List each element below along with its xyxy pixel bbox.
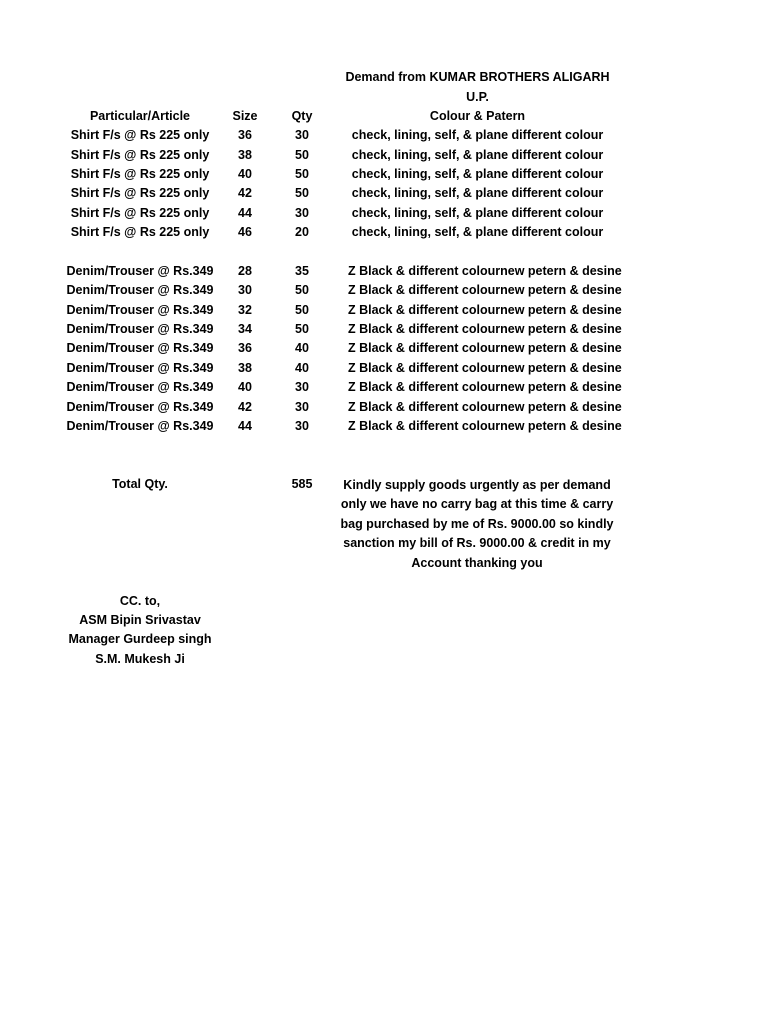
cell-qty: 30 xyxy=(295,419,309,433)
cell-colour: check, lining, self, & plane different colour xyxy=(351,186,604,200)
cell-qty: 50 xyxy=(295,303,309,317)
cell-qty: 35 xyxy=(295,264,309,278)
table-row xyxy=(0,400,768,419)
cell-colour: check, lining, self, & plane different colour xyxy=(351,148,604,162)
table-row xyxy=(0,167,768,186)
cc-recipient: S.M. Mukesh Ji xyxy=(95,652,185,666)
cell-colour: Z Black & different colournew petern & desine xyxy=(348,303,622,317)
column-header-colour: Colour & Patern xyxy=(429,109,526,123)
cell-size: 42 xyxy=(238,186,252,200)
cc-recipient: ASM Bipin Srivastav xyxy=(79,613,201,627)
cell-colour: Z Black & different colournew petern & desine xyxy=(348,341,622,355)
table-row xyxy=(0,128,768,147)
cell-qty: 50 xyxy=(295,167,309,181)
table-row xyxy=(0,361,768,380)
cell-qty: 30 xyxy=(295,380,309,394)
cell-size: 40 xyxy=(238,167,252,181)
table-row xyxy=(0,380,768,399)
table-row xyxy=(0,322,768,341)
cell-article: Denim/Trouser @ Rs.349 xyxy=(66,322,214,336)
cell-article: Shirt F/s @ Rs 225 only xyxy=(70,128,210,142)
cell-colour: Z Black & different colournew petern & desine xyxy=(348,361,622,375)
cell-size: 46 xyxy=(238,225,252,239)
table-row xyxy=(0,303,768,322)
column-header-qty: Qty xyxy=(291,109,313,123)
cell-qty: 40 xyxy=(295,341,309,355)
cell-article: Denim/Trouser @ Rs.349 xyxy=(66,419,214,433)
cell-size: 30 xyxy=(238,283,252,297)
cell-size: 42 xyxy=(238,400,252,414)
cell-size: 44 xyxy=(238,419,252,433)
cell-article: Denim/Trouser @ Rs.349 xyxy=(66,361,214,375)
total-qty-value: 585 xyxy=(291,477,313,491)
cell-article: Denim/Trouser @ Rs.349 xyxy=(66,341,214,355)
supply-request-note: Kindly supply goods urgently as per demand only we have no carry bag at this time & carry bag purchased by me of Rs. 9000.00 so kindly sanction my bill of Rs. 9000.00 & credit in my Account thanking you xyxy=(340,478,614,570)
table-row xyxy=(0,225,768,244)
cell-colour: Z Black & different colournew petern & desine xyxy=(348,322,622,336)
cell-size: 28 xyxy=(238,264,252,278)
cell-qty: 40 xyxy=(295,361,309,375)
cell-qty: 20 xyxy=(295,225,309,239)
cell-size: 38 xyxy=(238,361,252,375)
cell-size: 36 xyxy=(238,341,252,355)
total-qty-label: Total Qty. xyxy=(112,477,168,491)
cell-colour: check, lining, self, & plane different colour xyxy=(351,225,604,239)
cell-size: 34 xyxy=(238,322,252,336)
cell-article: Shirt F/s @ Rs 225 only xyxy=(70,148,210,162)
document-title: Demand from KUMAR BROTHERS ALIGARH xyxy=(345,70,610,84)
cell-article: Denim/Trouser @ Rs.349 xyxy=(66,400,214,414)
cell-qty: 30 xyxy=(295,206,309,220)
cell-article: Denim/Trouser @ Rs.349 xyxy=(66,283,214,297)
cell-qty: 50 xyxy=(295,186,309,200)
cell-colour: Z Black & different colournew petern & desine xyxy=(348,380,622,394)
table-row xyxy=(0,283,768,302)
cell-article: Shirt F/s @ Rs 225 only xyxy=(70,225,210,239)
column-header-size: Size xyxy=(232,109,258,123)
cell-size: 40 xyxy=(238,380,252,394)
cell-qty: 30 xyxy=(295,400,309,414)
cell-article: Shirt F/s @ Rs 225 only xyxy=(70,206,210,220)
table-row xyxy=(0,186,768,205)
cell-size: 44 xyxy=(238,206,252,220)
cell-colour: Z Black & different colournew petern & desine xyxy=(348,419,622,433)
cell-article: Shirt F/s @ Rs 225 only xyxy=(70,167,210,181)
cell-article: Shirt F/s @ Rs 225 only xyxy=(70,186,210,200)
cell-colour: Z Black & different colournew petern & desine xyxy=(348,400,622,414)
cell-colour: check, lining, self, & plane different colour xyxy=(351,128,604,142)
cc-recipient: Manager Gurdeep singh xyxy=(68,632,212,646)
document-subtitle: U.P. xyxy=(466,90,489,104)
cell-colour: check, lining, self, & plane different colour xyxy=(351,167,604,181)
cell-article: Denim/Trouser @ Rs.349 xyxy=(66,380,214,394)
cell-colour: Z Black & different colournew petern & desine xyxy=(348,283,622,297)
table-row xyxy=(0,341,768,360)
cell-size: 38 xyxy=(238,148,252,162)
cell-colour: check, lining, self, & plane different colour xyxy=(351,206,604,220)
cell-size: 32 xyxy=(238,303,252,317)
table-row xyxy=(0,264,768,283)
cell-qty: 50 xyxy=(295,322,309,336)
cell-qty: 50 xyxy=(295,283,309,297)
cell-qty: 30 xyxy=(295,128,309,142)
cc-heading: CC. to, xyxy=(119,594,161,608)
cell-size: 36 xyxy=(238,128,252,142)
column-header-article: Particular/Article xyxy=(89,109,191,123)
table-row xyxy=(0,419,768,438)
table-row xyxy=(0,148,768,167)
table-row xyxy=(0,206,768,225)
cell-qty: 50 xyxy=(295,148,309,162)
cell-article: Denim/Trouser @ Rs.349 xyxy=(66,264,214,278)
cell-article: Denim/Trouser @ Rs.349 xyxy=(66,303,214,317)
cell-colour: Z Black & different colournew petern & desine xyxy=(348,264,622,278)
